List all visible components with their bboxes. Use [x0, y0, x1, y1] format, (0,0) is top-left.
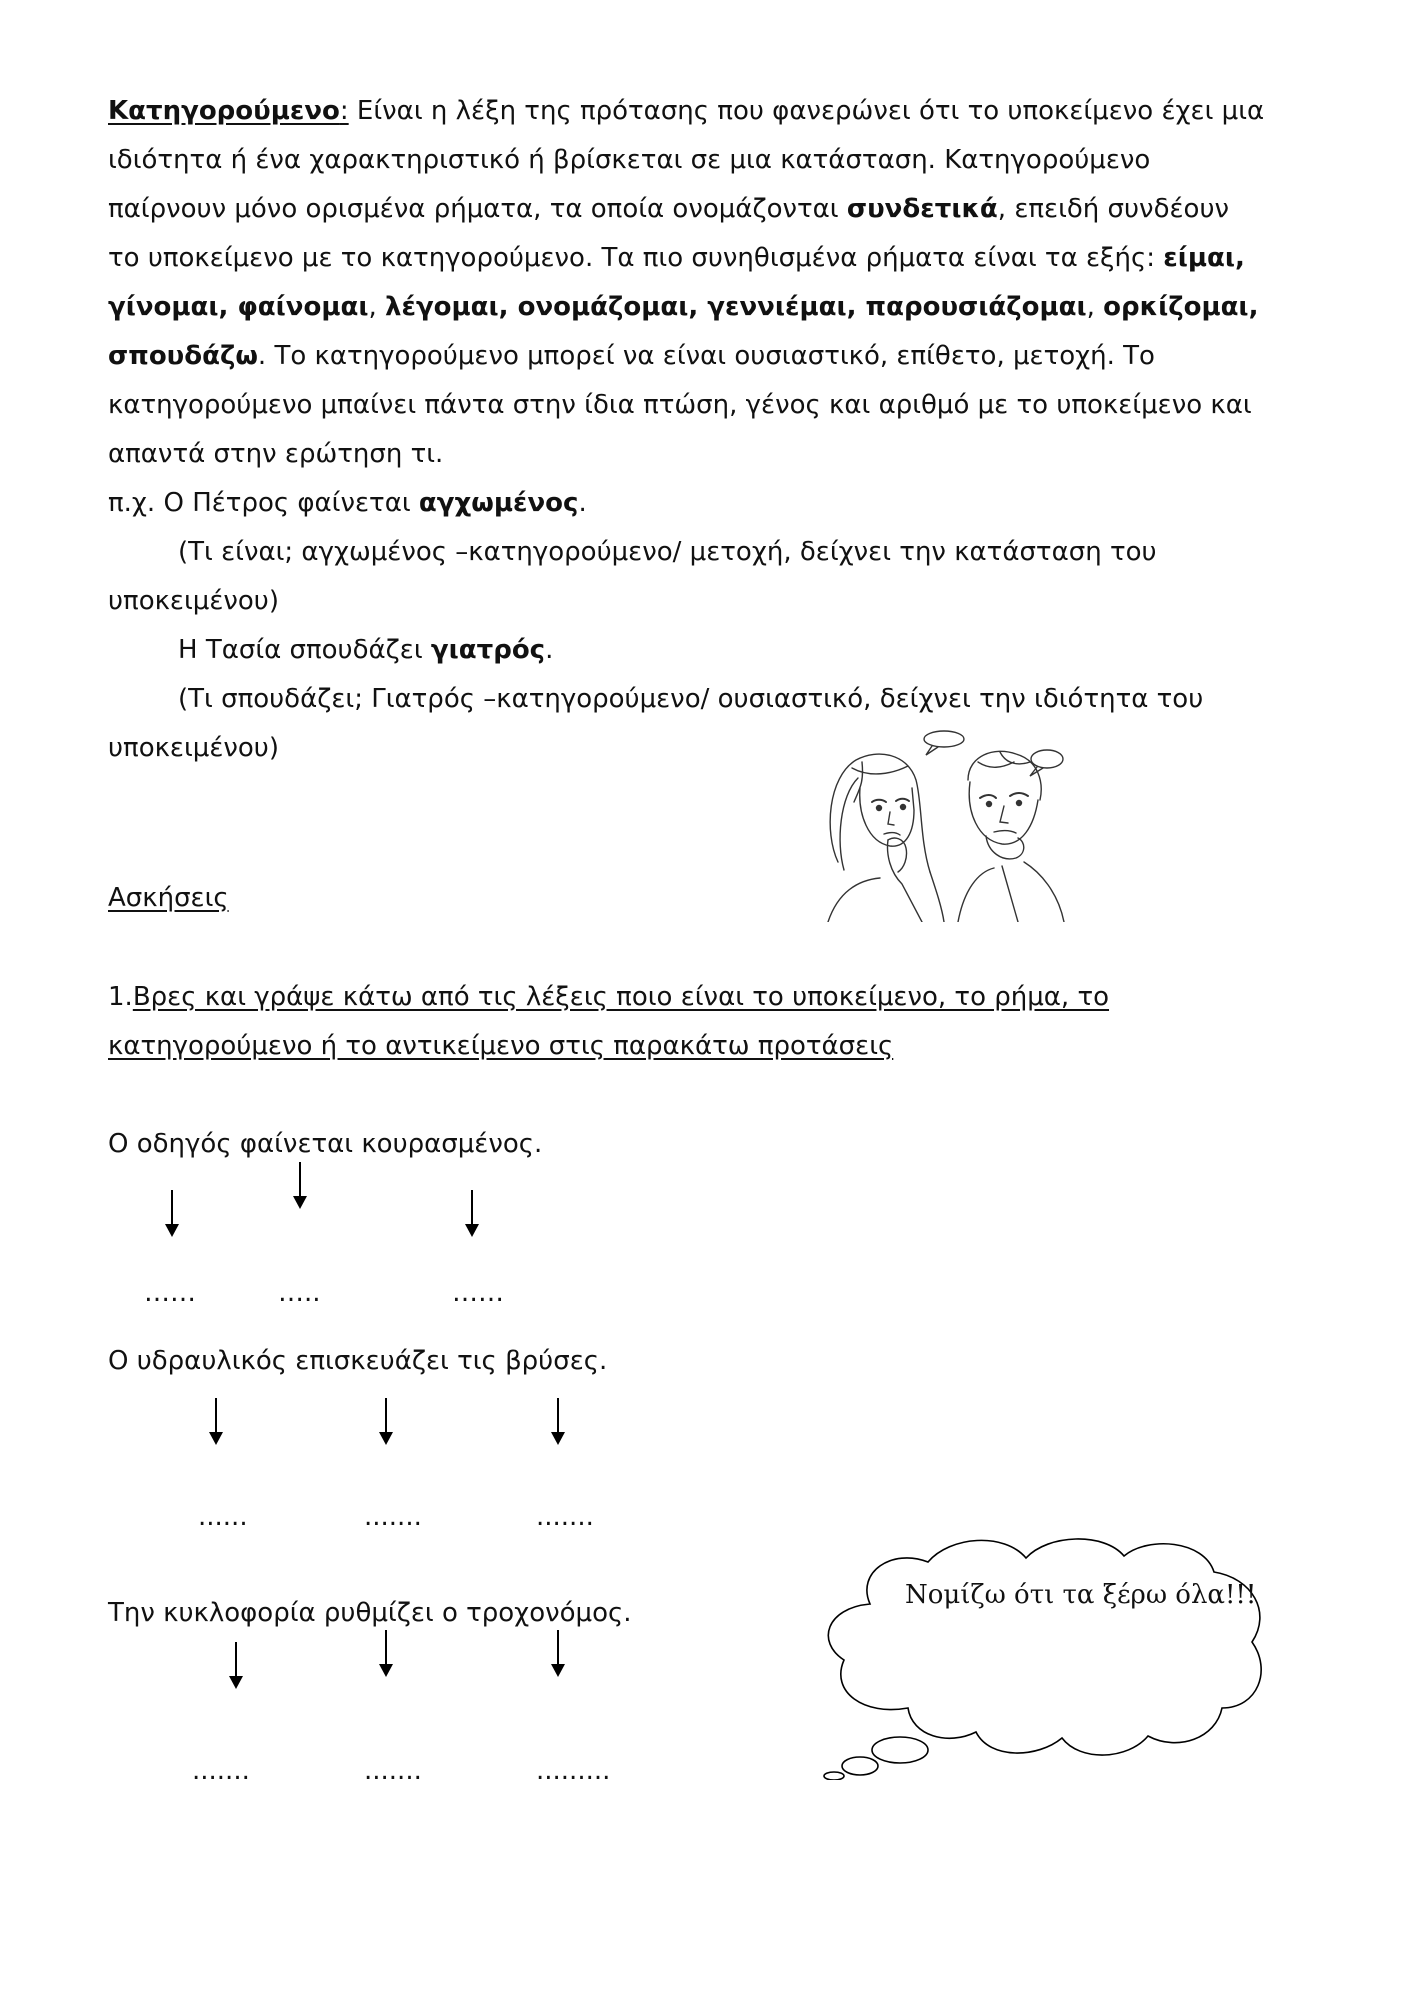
definition-text: Είναι η λέξη της πρότασης που φανερώνει ότι το υποκείμενο έχει μια — [348, 96, 1265, 126]
bold-term: είμαι, — [1163, 243, 1245, 273]
definition-line-2: ιδιότητα ή ένα χαρακτηριστικό ή βρίσκεται σε μια κατάσταση. Κατηγορούμενο — [108, 145, 1151, 175]
answer-blank[interactable]: ....... — [364, 1756, 422, 1786]
bold-term: γίνομαι, φαίνομαι — [108, 292, 369, 322]
thought-cloud-text: Νομίζω ότι τα ξέρω όλα!!! — [905, 1580, 1257, 1610]
definition-text: . Το κατηγορούμενο μπορεί να είναι ουσιαστικό, επίθετο, μετοχή. Το — [257, 341, 1155, 371]
example-2 — [178, 633, 553, 667]
answer-blank[interactable]: ....... — [364, 1502, 422, 1532]
separator: , — [368, 292, 386, 322]
speech-bubble-icon — [1031, 750, 1063, 768]
task-instruction-line-2: κατηγορούμενο ή το αντικείμενο στις παρακάτω προτάσεις — [108, 1031, 894, 1061]
definition-text: , επειδή συνδέουν — [997, 194, 1230, 224]
exercise-sentence-1: Ο οδηγός φαίνεται κουρασμένος. — [108, 1129, 543, 1159]
bold-term: ορκίζομαι, — [1103, 292, 1259, 322]
down-arrow-icon — [376, 1630, 396, 1678]
down-arrow-icon — [548, 1630, 568, 1678]
down-arrow-icon — [290, 1162, 310, 1210]
example-1-note: (Τι είναι; αγχωμένος –κατηγορούμενο/ μετοχή, δείχνει την κατάσταση του — [178, 537, 1157, 567]
down-arrow-icon — [376, 1398, 396, 1446]
definition-text: παίρνουν μόνο ορισμένα ρήματα, τα οποία ονομάζονται — [108, 194, 847, 224]
example-1-note-cont: υποκειμένου) — [108, 586, 279, 616]
task-number: 1. — [108, 982, 133, 1012]
example-text: . — [545, 635, 554, 665]
separator: , — [1086, 292, 1104, 322]
example-text: Η Τασία σπουδάζει — [178, 635, 431, 665]
down-arrow-icon — [162, 1190, 182, 1238]
definition-line-7: κατηγορούμενο μπαίνει πάντα στην ίδια πτώση, γένος και αριθμό με το υποκείμενο και — [108, 390, 1252, 420]
definition-line-1 — [108, 94, 1264, 128]
exercise-sentence-2: Ο υδραυλικός επισκευάζει τις βρύσες. — [108, 1346, 608, 1376]
thought-cloud-icon — [812, 1532, 1274, 1780]
bold-term: γιατρός — [430, 635, 546, 665]
example-2-note-cont: υποκειμένου) — [108, 733, 279, 763]
thinking-children-illustration — [818, 722, 1070, 922]
answer-blank[interactable]: …… — [452, 1278, 504, 1308]
down-arrow-icon — [548, 1398, 568, 1446]
task-text: Βρες και γράψε κάτω από τις λέξεις ποιο είναι το υποκείμενο, το ρήμα, το — [132, 982, 1110, 1012]
bold-term: αγχωμένος — [418, 488, 579, 518]
bold-term: σπουδάζω — [108, 341, 258, 371]
answer-blank[interactable]: ......... — [536, 1756, 611, 1786]
answer-blank[interactable]: ....... — [192, 1756, 250, 1786]
task-instruction-line-1 — [108, 980, 1109, 1014]
definition-line-6 — [108, 339, 1155, 373]
exercises-heading: Ασκήσεις — [108, 883, 229, 913]
speech-bubble-icon — [924, 731, 964, 747]
answer-blank[interactable]: …… — [144, 1278, 196, 1308]
answer-blank[interactable]: ...... — [198, 1502, 248, 1532]
example-text: . — [578, 488, 587, 518]
exercise-sentence-3: Την κυκλοφορία ρυθμίζει ο τροχονόμος. — [108, 1598, 632, 1628]
answer-blank[interactable]: ....... — [536, 1502, 594, 1532]
down-arrow-icon — [462, 1190, 482, 1238]
example-2-note: (Τι σπουδάζει; Γιατρός –κατηγορούμενο/ ουσιαστικό, δείχνει την ιδιότητα του — [178, 684, 1204, 714]
example-text: π.χ. Ο Πέτρος φαίνεται — [108, 488, 419, 518]
bold-term: λέγομαι, ονομάζομαι, γεννιέμαι, παρουσιάζομαι — [385, 292, 1087, 322]
example-1 — [108, 486, 587, 520]
definition-line-5 — [108, 290, 1258, 324]
down-arrow-icon — [206, 1398, 226, 1446]
definition-text: το υποκείμενο με το κατηγορούμενο. Τα πιο συνηθισμένα ρήματα είναι τα εξής: — [108, 243, 1164, 273]
definition-line-3 — [108, 192, 1229, 226]
term-heading: Κατηγορούμενο — [108, 96, 340, 126]
down-arrow-icon — [226, 1642, 246, 1690]
definition-line-4 — [108, 241, 1245, 275]
definition-line-8: απαντά στην ερώτηση τι. — [108, 439, 444, 469]
answer-blank[interactable]: ….. — [278, 1278, 321, 1308]
term-colon: : — [339, 96, 349, 126]
bold-term: συνδετικά — [846, 194, 998, 224]
